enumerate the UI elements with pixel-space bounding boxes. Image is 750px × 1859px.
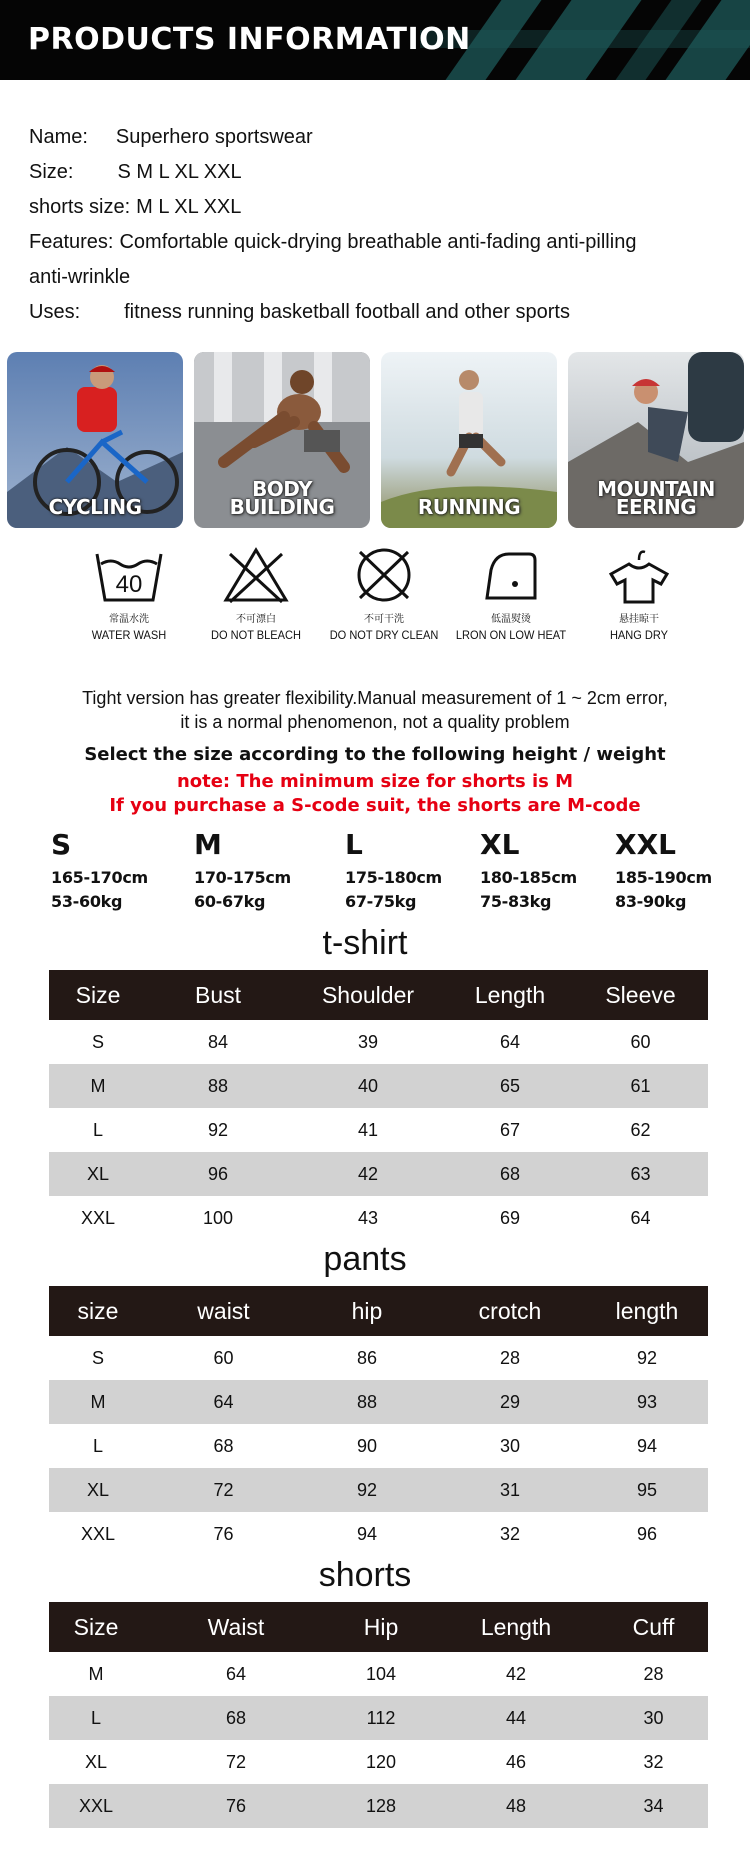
sport-card-running: [381, 352, 557, 528]
table-row: XL 72 120 46 32: [84, 1751, 664, 1772]
table-header: Waist: [143, 1602, 329, 1652]
shorts-table: [49, 1602, 708, 1828]
select-size-note: Select the size according to the following height / weight: [84, 744, 666, 765]
table-header-row: [49, 1286, 708, 1336]
sport-card-mountaineering: [568, 352, 744, 528]
care-water-wash: 40 常温水洗 WATER WASH: [59, 546, 199, 642]
table-row: L 68 90 30 94: [92, 1435, 658, 1456]
table-header: Size: [49, 1602, 143, 1652]
table-row: XXL 100 43 69 64: [80, 1207, 651, 1228]
sport-card-cycling: [7, 352, 183, 528]
tshirt-table: [49, 970, 708, 1240]
info-shorts-size: shorts size: M L XL XXL: [29, 196, 242, 218]
sport-label-body-building: BODY BUILDING: [229, 477, 335, 519]
svg-text:40: 40: [115, 571, 143, 598]
shorts-title: shorts: [318, 1556, 412, 1594]
table-row: M 88 40 65 61: [49, 1064, 708, 1108]
table-header: Shoulder: [289, 970, 447, 1020]
info-features: Features: Comfortable quick-drying breathable anti-fading anti-pilling: [29, 231, 637, 253]
care-low-heat-iron: 低温熨烫 LRON ON LOW HEAT: [441, 546, 581, 642]
table-row: M 64 88 29 93: [49, 1380, 708, 1424]
pants-title: pants: [323, 1240, 407, 1278]
table-row: M 64 104 42 28: [88, 1663, 664, 1684]
table-header: length: [586, 1286, 708, 1336]
do-not-bleach-icon: [218, 546, 294, 604]
care-do-not-bleach: 不可漂白 DO NOT BLEACH: [186, 546, 326, 642]
table-header: crotch: [434, 1286, 586, 1336]
product-info: [29, 120, 636, 330]
table-header: Bust: [147, 970, 289, 1020]
info-uses: Uses: fitness running basketball football and other sports: [29, 301, 570, 323]
info-features-cont: anti-wrinkle: [29, 266, 131, 288]
table-row: XL 72 92 31 95: [49, 1468, 708, 1512]
care-hang-dry: 悬挂晾干 HANG DRY: [569, 546, 709, 642]
care-instructions: [0, 546, 750, 656]
tshirt-title: t-shirt: [322, 924, 408, 962]
pants-table: [49, 1286, 708, 1556]
sport-label-cycling: CYCLING: [48, 495, 142, 519]
table-row: XXL 76 128 48 34: [49, 1784, 708, 1828]
info-size: Size: S M L XL XXL: [29, 161, 242, 183]
table-row: S 84 39 64 60: [91, 1031, 651, 1052]
care-do-not-dry-clean: 不可干洗 DO NOT DRY CLEAN: [314, 546, 454, 642]
table-header-row: [49, 1602, 708, 1652]
low-heat-iron-icon: [473, 546, 549, 604]
table-row: XL 96 42 68 63: [49, 1152, 708, 1196]
table-row: L 68 112 44 30: [49, 1696, 708, 1740]
table-header: Hip: [329, 1602, 433, 1652]
shorts-warning: note: The minimum size for shorts is M If you purchase a S-code suit, the shorts are M-code: [109, 771, 641, 816]
header-banner: [0, 0, 750, 80]
table-header-row: [49, 970, 708, 1020]
table-header: size: [49, 1286, 147, 1336]
table-header: Cuff: [599, 1602, 708, 1652]
info-name: Name: Superhero sportswear: [29, 126, 313, 148]
size-guide-xl: XL 180-185cm 75-83kg: [480, 828, 577, 911]
sport-card-body-building: [194, 352, 370, 528]
sport-images: [7, 352, 744, 528]
hang-dry-icon: [601, 546, 677, 604]
water-wash-icon: [91, 546, 167, 604]
size-guide: [0, 828, 750, 928]
sport-label-mountaineering: MOUNTAIN EERING: [597, 477, 715, 519]
size-guide-xxl: XXL 185-190cm 83-90kg: [615, 828, 712, 911]
page-title: PRODUCTS INFORMATION: [28, 22, 471, 57]
table-row: S 60 86 28 92: [91, 1347, 658, 1368]
table-row: L 92 41 67 62: [92, 1119, 651, 1140]
table-header: Size: [49, 970, 147, 1020]
table-header: waist: [147, 1286, 300, 1336]
size-guide-m: M 170-175cm 60-67kg: [194, 828, 291, 911]
measurement-note: Tight version has greater flexibility.Manual measurement of 1 ~ 2cm error, it is a normal phenomenon, not a quality problem: [82, 688, 668, 732]
table-header: hip: [300, 1286, 434, 1336]
size-guide-l: L 175-180cm 67-75kg: [345, 828, 442, 911]
sport-label-running: RUNNING: [417, 495, 521, 519]
table-header: Length: [447, 970, 573, 1020]
size-guide-s: S 165-170cm 53-60kg: [51, 828, 148, 911]
do-not-dry-clean-icon: [346, 546, 422, 604]
table-header: Length: [433, 1602, 599, 1652]
table-row: XXL 76 94 32 96: [80, 1523, 658, 1544]
table-header: Sleeve: [573, 970, 708, 1020]
